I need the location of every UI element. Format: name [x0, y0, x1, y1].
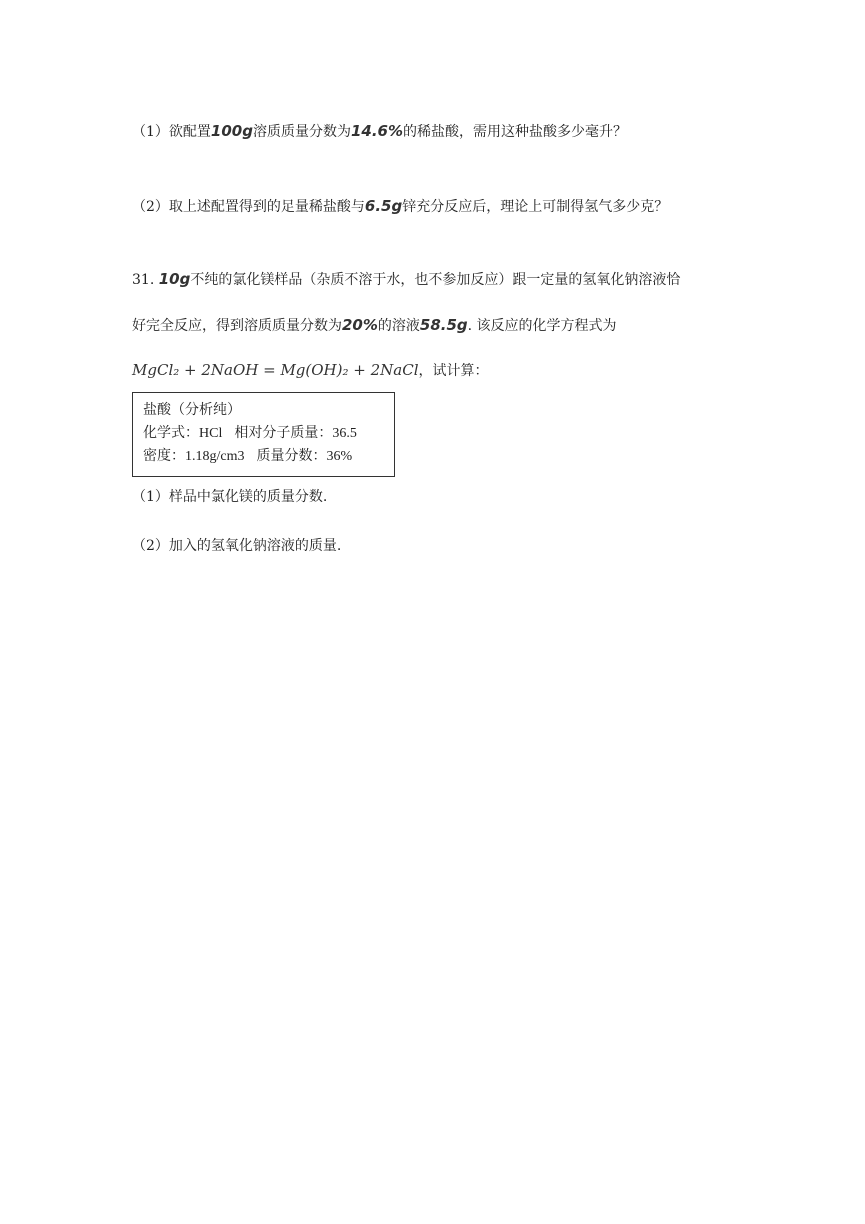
q31-line2-suffix: . 该反应的化学方程式为: [467, 318, 617, 334]
molar-mass-value: 36.5: [332, 426, 357, 441]
equation-suffix: ，试计算：: [418, 363, 489, 379]
q30-p2-mass: 6.5g: [364, 197, 403, 215]
mass-fraction-value: 36%: [326, 449, 353, 464]
question-30-part2: [132, 196, 668, 217]
q31-solution-mass: 58.5g: [419, 316, 468, 334]
formula-value: HCl: [199, 426, 223, 441]
reagent-label-density-row: [143, 445, 384, 468]
q31-mass: 10g: [158, 270, 191, 288]
q31-number: 31.: [132, 272, 155, 288]
chemical-equation: MgCl₂ + 2NaOH = Mg(OH)₂ + 2NaCl: [132, 361, 419, 379]
q31-sub2-text: （2）加入的氢氧化钠溶液的质量.: [132, 538, 342, 554]
q30-p1-suffix: 的稀盐酸，需用这种盐酸多少毫升？: [403, 124, 628, 140]
q30-p1-percent: 14.6%: [350, 122, 404, 140]
q30-p2-prefix: （2）取上述配置得到的足量稀盐酸与: [132, 199, 365, 215]
q31-line2-prefix: 好完全反应，得到溶质质量分数为: [132, 318, 342, 334]
reagent-label-title: 盐酸（分析纯）: [143, 402, 241, 418]
molar-mass-label: 相对分子质量：: [234, 425, 333, 441]
question-31-line1: [132, 269, 680, 290]
question-31-sub1: [132, 487, 327, 507]
question-31-sub2: [132, 536, 341, 556]
q31-line1-text: 不纯的氯化镁样品（杂质不溶于水，也不参加反应）跟一定量的氢氧化钠溶液恰: [190, 272, 681, 288]
q31-line2-mid: 的溶液: [377, 318, 420, 334]
q30-p1-mid: 溶质质量分数为: [252, 124, 351, 140]
reagent-label-formula-row: [143, 422, 384, 445]
reagent-label-box: [132, 392, 395, 477]
density-value: 1.18g/cm3: [185, 449, 245, 464]
q30-p2-suffix: 锌充分反应后，理论上可制得氢气多少克？: [402, 199, 669, 215]
q31-sub1-text: （1）样品中氯化镁的质量分数.: [132, 489, 328, 505]
formula-label: 化学式：: [143, 425, 199, 441]
mass-fraction-label: 质量分数：: [256, 448, 327, 464]
question-30-part1: [132, 121, 627, 142]
question-31-equation-line: [132, 360, 489, 381]
density-label: 密度：: [143, 448, 185, 464]
q31-percent: 20%: [342, 316, 378, 334]
q30-p1-mass: 100g: [210, 122, 253, 140]
q30-p1-prefix: （1）欲配置: [132, 124, 211, 140]
reagent-label-title-row: [143, 399, 384, 422]
question-31-line2: [132, 315, 617, 336]
